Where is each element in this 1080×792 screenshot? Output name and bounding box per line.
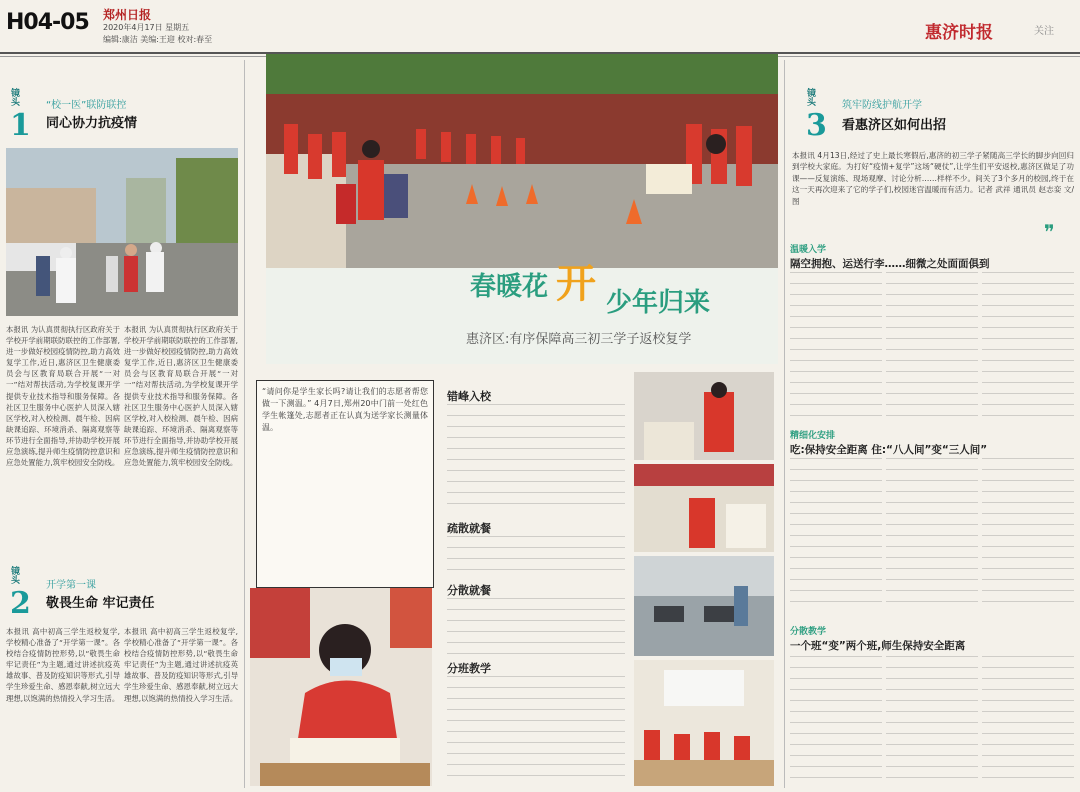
warm-col-3 <box>982 272 1074 420</box>
photo-classroom <box>634 660 774 786</box>
section2-body-b: 本报讯 高中初高三学生返校复学,学校精心准备了“开学第一课”。各校结合疫情防控形势,以“敬畏生命 牢记责任”为主题,通过讲述抗疫英雄故事、普及防疫知识等形式,引导学生珍爱生命、感恩奉献,树立远大理想,以饱满的热情投入学习生活。 <box>124 627 238 703</box>
arrive-body-lines <box>447 404 625 512</box>
page-number: H04-05 <box>6 10 89 35</box>
photo-canteen <box>634 556 774 656</box>
class-body-lines <box>447 676 625 786</box>
divider <box>784 60 785 788</box>
subhead-class: 分班教学 <box>447 662 491 675</box>
teach-col-1 <box>790 656 882 786</box>
section-label: 关注 <box>1034 26 1054 37</box>
category-warm: 温暖入学 <box>790 245 827 255</box>
quote-mark-icon: ❞ <box>1044 220 1055 244</box>
article-title-warm: 隔空拥抱、运送行李……细微之处面面俱到 <box>790 258 990 270</box>
banner-title-post: 少年归来 <box>606 288 711 318</box>
category-safe: 精细化安排 <box>790 431 836 441</box>
photo-temperature-check <box>634 372 774 460</box>
dinner-body-lines <box>447 536 625 576</box>
subhead-dinner: 疏散就餐 <box>447 522 491 535</box>
editor-credits: 编辑:康洁 美编:王迎 校对:春至 <box>103 35 213 44</box>
banner-photo <box>266 54 778 268</box>
subhead-arrive: 错峰入校 <box>447 390 491 403</box>
article-title-teach: 一个班“变”两个班,师生保持安全距离 <box>790 640 966 652</box>
section-title: 同心协力抗疫情 <box>46 116 138 131</box>
category-teach: 分散教学 <box>790 627 827 637</box>
shot-tag: 镜头 <box>805 88 815 106</box>
photo-student-desk <box>250 588 432 786</box>
photo-registration <box>634 464 774 552</box>
safe-col-3 <box>982 458 1074 610</box>
section-title: 敬畏生命 牢记责任 <box>46 596 155 611</box>
teach-col-2 <box>886 656 978 786</box>
section2-body-a: 本报讯 高中初高三学生返校复学,学校精心准备了“开学第一课”。各校结合疫情防控形势,以“敬畏生命 牢记责任”为主题,通过讲述抗疫英雄故事、普及防疫知识等形式,引导学生珍爱生命、感恩奉献,树立远大理想,以饱满的热情投入学习生活。 <box>6 627 120 703</box>
section3-intro: 本报讯 4月13日,经过了史上最长寒假后,惠济的初三学子紧随高三学长的脚步向回归到学校大家庭。为打好“疫情+复学”这场“硬仗”,让学生们平安返校,惠济区做足了功课——反复演练、现场观摩、讨论分析……样样不少。间关了3个多月的校园,终于在这一天再次迎来了它的学子们,校园迷宫温暖而有活力。记者 武祥 通讯员 赵志娈 文/图 <box>792 151 1074 206</box>
safe-col-1 <box>790 458 882 610</box>
shot-number: 3 <box>806 108 827 143</box>
photo-medics <box>6 148 238 316</box>
shot-number: 2 <box>10 586 31 621</box>
warm-col-1 <box>790 272 882 420</box>
divider <box>244 60 245 788</box>
section1-body-a: 本报讯 为认真贯彻执行区政府关于学校开学前期联防联控的工作部署,进一步做好校园疫情防控,助力高效复学工作,近日,惠济区卫生健康委员会与区教育局联合开展“一对一”结对帮扶活动,为学校复课开学提供专业技术指导和服务保障。各社区卫生服务中心医护人员深入辖区学校,对入校检测、晨午检、因病缺课追踪、环境消杀、隔离观察等环节进行全面指导,并协助学校开展应急演练,提升师生疫情防控意识和应急处置能力,筑牢校园安全防线。 <box>6 325 120 468</box>
subhead-dorm: 分散就餐 <box>447 584 491 597</box>
section-brand: 惠济时报 <box>925 23 993 43</box>
section1-body-b: 本报讯 为认真贯彻执行区政府关于学校开学前期联防联控的工作部署,进一步做好校园疫情防控,助力高效复学工作,近日,惠济区卫生健康委员会与区教育局联合开展“一对一”结对帮扶活动,为学校复课开学提供专业技术指导和服务保障。各社区卫生服务中心医护人员深入辖区学校,对入校检测、晨午检、因病缺课追踪、环境消杀、隔离观察等环节进行全面指导,并协助学校开展应急演练,提升师生疫情防控意识和应急处置能力,筑牢校园安全防线。 <box>124 325 238 468</box>
section-subtitle: 开学第一课 <box>46 580 96 591</box>
shot-tag: 镜头 <box>9 566 19 584</box>
shot-number: 1 <box>10 108 31 143</box>
teach-col-3 <box>982 656 1074 786</box>
newspaper-logo: 郑州日报 <box>103 8 152 22</box>
shot-tag: 镜头 <box>9 88 19 106</box>
issue-date: 2020年4月17日 星期五 <box>103 23 190 32</box>
article-title-safe: 吃:保持安全距离 住:“八人间”变“三人间” <box>790 444 988 456</box>
section-title: 看惠济区如何出招 <box>842 118 947 133</box>
banner-title-highlight: 开 <box>556 260 596 307</box>
banner-subtitle: 惠济区:有序保障高三初三学子返校复学 <box>466 332 692 347</box>
safe-col-2 <box>886 458 978 610</box>
banner-title-pre: 春暖花 <box>470 272 549 302</box>
warm-col-2 <box>886 272 978 420</box>
section-subtitle: “校一医”联防联控 <box>46 100 127 111</box>
quote-text: “请问你是学生家长吗?请让我们的志愿者帮您做一下测温。” 4月7日,郑州20中门前一处红色学生帐篷处,志愿者正在认真为送学家长测量体温。 <box>262 387 428 432</box>
dorm-body-lines <box>447 598 625 654</box>
section-subtitle: 筑牢防线护航开学 <box>842 100 922 111</box>
